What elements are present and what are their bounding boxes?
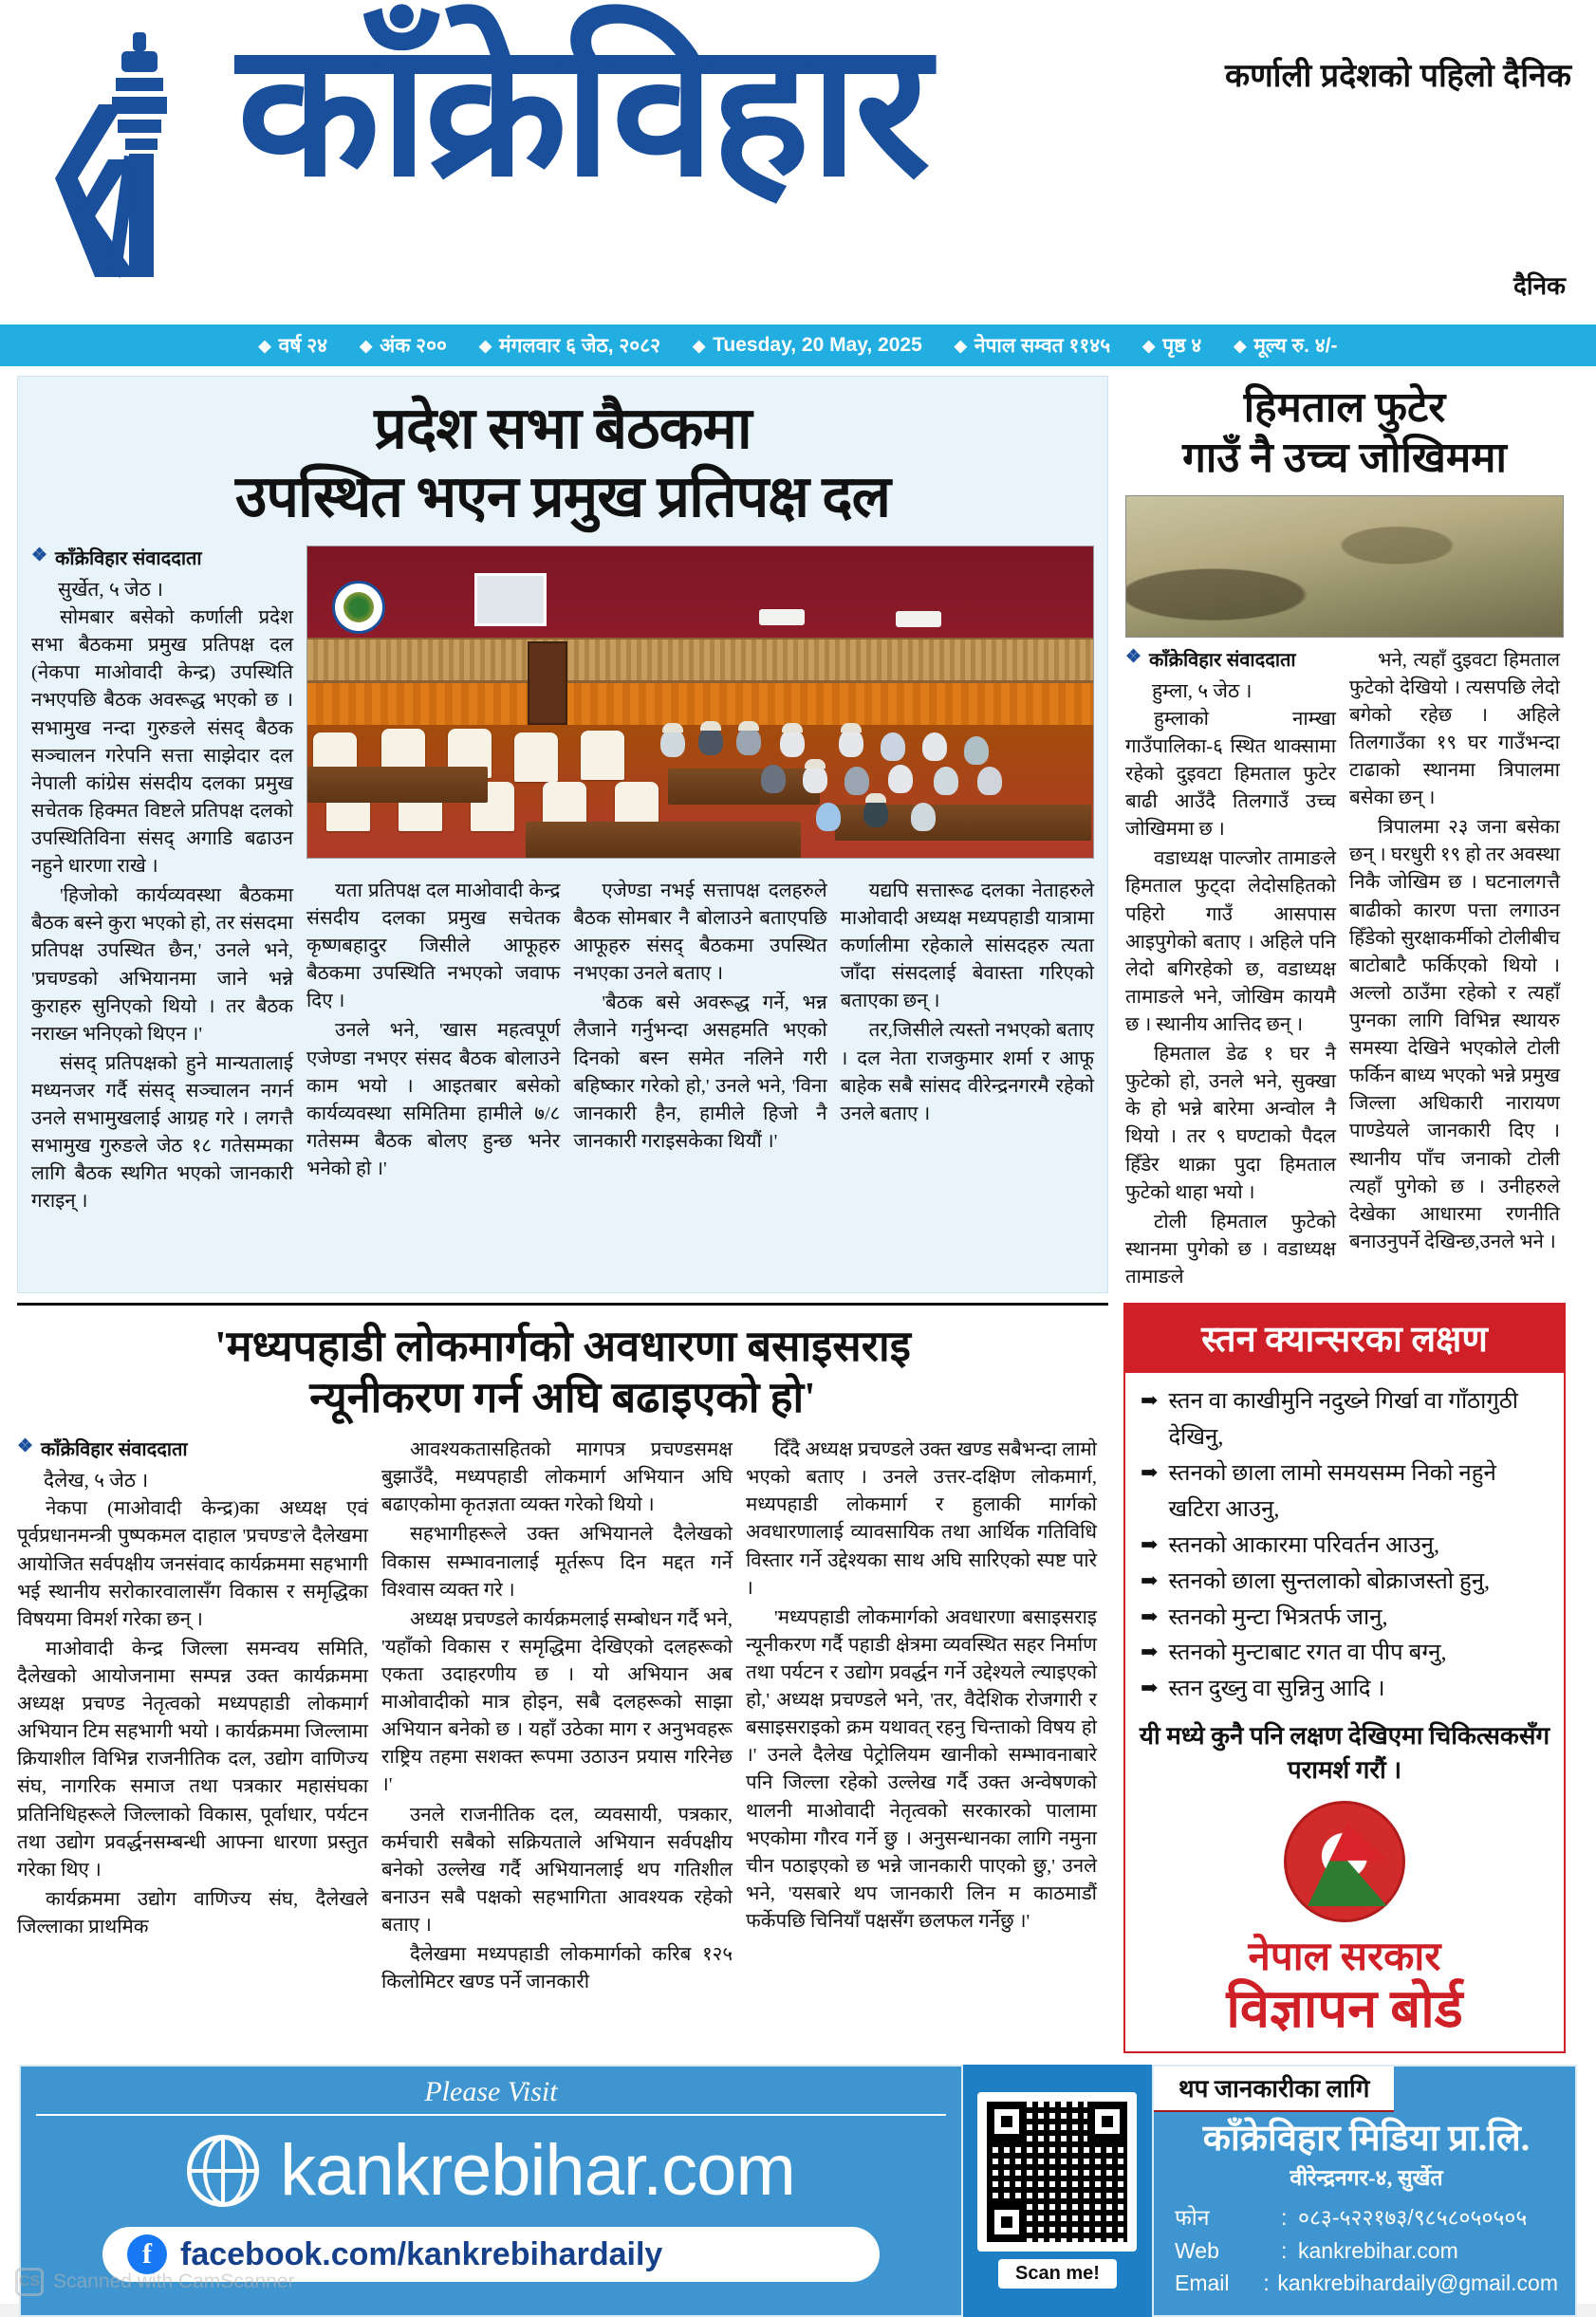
qr-card bbox=[977, 2092, 1137, 2252]
nepal-government-emblem-icon bbox=[1284, 1801, 1405, 1922]
camscanner-text: Scanned with CamScanner bbox=[53, 2271, 295, 2292]
lead-headline: प्रदेश सभा बैठकमा उपस्थित भएन प्रमुख प्रतिपक्ष दल bbox=[234, 398, 891, 529]
government-seal-block bbox=[1125, 1795, 1564, 2051]
assembly-hall-photo bbox=[306, 546, 1094, 859]
side-paragraph: हिमताल डेढ १ घर नै फुटेको हो, उनले भने, सुक्खा के हो भन्ने बारेमा अन्वोल नै थियो । तर ९ घण्टाको पैदल हिँडेर थाक्रा पुदा हिमताल फुटेको थाहा भयो । bbox=[1125, 1044, 1336, 1203]
masthead-subtitle: दैनिक bbox=[1513, 271, 1566, 300]
contact-row-phone: फोन : ०८३-५२२१७३/९८५८०५०५०५ bbox=[1175, 2201, 1558, 2234]
lead-column-3 bbox=[573, 878, 826, 1185]
lead-paragraph: तर,जिसीले त्यस्तो नभएको बताए । दल नेता राजकुमार शर्मा र आफू बाहेक सबै सांसद वीरेन्द्रनगरमै रहेको उनले बताए । bbox=[840, 1020, 1094, 1124]
air-conditioner-unit bbox=[896, 611, 941, 627]
air-conditioner-unit bbox=[759, 609, 805, 625]
scan-me-label: Scan me! bbox=[998, 2259, 1117, 2289]
lead-photo-and-columns bbox=[306, 546, 1094, 1218]
facebook-icon: f bbox=[127, 2234, 167, 2274]
side-column-1 bbox=[1125, 647, 1336, 1294]
assembly-seats bbox=[307, 723, 1093, 859]
breast-cancer-advertisement bbox=[1123, 1303, 1566, 2053]
kankrebihar-logo-icon bbox=[46, 27, 245, 283]
arrow-right-icon: ➡ bbox=[1141, 1459, 1159, 1484]
info-year: ◆ वर्ष २४ bbox=[258, 335, 328, 357]
qr-code-panel[interactable] bbox=[963, 2065, 1152, 2317]
arrow-right-icon: ➡ bbox=[1141, 1567, 1159, 1592]
second-column-2 bbox=[381, 1437, 733, 1998]
qr-code-image[interactable] bbox=[987, 2102, 1127, 2242]
side-paragraph: भने, त्यहाँ दुइवटा हिमताल फुटेको देखियो । त्यसपछि लेदो बगेको रहेछ । अहिले तिलगाउँका १९ घर गाउँभन्दा टाढाको स्थानमा त्रिपालमा बसेका छन् । bbox=[1349, 649, 1560, 809]
lead-column-1 bbox=[31, 546, 293, 1218]
second-headline: 'मध्यपहाडी लोकमार्गको अवधारणा बसाइसराइ न्यूनीकरण गर्न अघि बढाइएको हो' bbox=[17, 1303, 1108, 1437]
please-visit-label: Please Visit bbox=[424, 2076, 558, 2108]
diamond-icon: ◆ bbox=[1234, 336, 1247, 355]
lead-dateline: सुर्खेत, ५ जेठ । bbox=[58, 578, 164, 602]
diamond-icon: ◆ bbox=[258, 336, 271, 355]
list-item: ➡ स्तनको आकारमा परिवर्तन आउनु, bbox=[1141, 1529, 1552, 1565]
second-paragraph: उनले राजनीतिक दल, व्यवसायी, पत्रकार, कर्मचारी सबैको सक्रियताले अभियान सर्वपक्षीय बनेको उल्लेख गर्दै अभियानलाई थप गतिशील बनाउन सबै पक्षको सहभागिता आवश्यक रहेको बताए । bbox=[381, 1804, 733, 1936]
second-paragraph: दैलेखमा मध्यपहाडी लोकमार्गको करिब १२५ किलोमिटर खण्ड पर्ने जानकारी bbox=[381, 1944, 733, 1993]
arrow-right-icon: ➡ bbox=[1141, 1676, 1159, 1700]
info-english-date: ◆ Tuesday, 20 May, 2025 bbox=[693, 334, 922, 356]
side-paragraph: त्रिपालमा २३ जना बसेका छन् । घरधुरी १९ हो तर अवस्था निकै जोखिम छ । घटनालगत्तै बाढीको कारण पत्ता लगाउन हिँडेको सुरक्षाकर्मीको टोलीबीच बाटोबाटै फर्किएको थियो । अल्लो ठाउँमा रहेको र त्यहाँ पुग्नका लागि विभिन्न स्थायरु समस्या देखिने भएकोले टोली फर्किन बाध्य भएको भन्ने प्रमुख जिल्ला अधिकारी नारायण पाण्डेयले जानकारी दिए । स्थानीय पाँच जनाको टोली त्यहाँ पुगेको छ । उनीहरुले देखेका आधारमा रणनीति बनाउनुपर्ने देखिन्छ,उनले भने । bbox=[1349, 817, 1560, 1252]
website-row[interactable] bbox=[36, 2116, 946, 2223]
balcony-railing bbox=[307, 638, 1093, 683]
lead-paragraph: 'बैठक बसे अवरूद्ध गर्ने, भन्न लैजाने गर्नुभन्दा असहमति भएको दिनको बस्न समेत नलिने गरी बहिष्कार गरेको हो,' उनले भने, 'विना जानकारी हैन, हामीले हिजो नै जानकारी गराइसकेका थियौं ।' bbox=[573, 992, 827, 1152]
arrow-right-icon: ➡ bbox=[1141, 1640, 1159, 1664]
side-headline: हिमताल फुटेर गाउँ नै उच्च जोखिममा bbox=[1182, 384, 1507, 481]
second-column-1 bbox=[17, 1437, 368, 1998]
lead-paragraph: सोमबार बसेको कर्णाली प्रदेश सभा बैठकमा प्रमुख प्रतिपक्ष दल (नेकपा माओवादी केन्द्र) उपस्थिति नभएपछि बैठक अवरूद्ध भएको छ । सभामुख नन्दा गुरुङले संसद् बैठक सञ्चालन गरेपनि सत्ता साझेदार दल नेपाली कांग्रेस संसदीय दलका प्रमुख सचेतक हिक्मत विष्टले प्रतिपक्ष दलको उपस्थितिविना संसद् अगाडि बढाउन नहुने धारणा राखे । bbox=[31, 607, 293, 878]
info-price: ◆ मूल्य रु. ४/- bbox=[1234, 335, 1338, 357]
hall-door bbox=[528, 641, 567, 725]
diamond-icon: ◆ bbox=[478, 336, 492, 355]
info-nepal-sambat: ◆ नेपाल सम्वत ११४५ bbox=[954, 335, 1111, 357]
wood-paneling bbox=[307, 683, 1093, 725]
symptom-list bbox=[1125, 1373, 1564, 1714]
camscanner-badge-icon: CS bbox=[15, 2268, 44, 2296]
diamond-icon: ◆ bbox=[360, 336, 373, 355]
masthead bbox=[0, 0, 1596, 323]
website-url[interactable]: kankrebihar.com bbox=[280, 2130, 795, 2212]
lead-paragraph: उनले भने, 'खास महत्वपूर्ण एजेण्डा नभएर संसद बैठक बोलाउने काम भयो । आइतबार बसेको कार्यव्यवस्था समितिमा हामीले ७/८ गतेसम्म बैठक बोलए हुन्छ भनेर भनेको हो ।' bbox=[306, 1020, 561, 1180]
masthead-title: काँक्रेविहार bbox=[237, 6, 927, 213]
second-paragraph: माओवादी केन्द्र जिल्ला समन्वय समिति, दैलेखको आयोजनामा सम्पन्न उक्त कार्यक्रममा अध्यक्ष प्रचण्ड नेतृत्वको मध्यपहाडी लोकमार्ग अभियान टिम सहभागी भयो । कार्यक्रममा जिल्लामा क्रियाशील विभिन्न राजनीतिक दल, उद्योग वाणिज्य संघ, नागरिक समाज तथा पत्रकार महासंघका प्रतिनिधिहरूले जिल्लाको विकास, पूर्वाधार, पर्यटन तथा उद्योग प्रवर्द्धनसम्बन्धी आफ्ना धारणा प्रस्तुत गरेका थिए । bbox=[17, 1638, 368, 1881]
list-item: ➡ स्तनको छाला लामो समयसम्म निको नहुने खटिरा आउनु, bbox=[1141, 1456, 1552, 1529]
masthead-tagline: कर्णाली प्रदेशको पहिलो दैनिक bbox=[1224, 58, 1571, 94]
second-column-3 bbox=[746, 1437, 1097, 1998]
lead-paragraph: यता प्रतिपक्ष दल माओवादी केन्द्र संसदीय दलका प्रमुख सचेतक कृष्णबहादुर जिसीले आफूहरु बैठकमा उपस्थिति नभएको जवाफ दिए । bbox=[306, 880, 561, 1012]
camscanner-watermark bbox=[15, 2268, 294, 2296]
lead-paragraph: संसद् प्रतिपक्षको हुने मान्यतालाई मध्यनजर गर्दै संसद् सञ्चालन नगर्न उनले सभामुखलाई आग्रह गरे । लगत्तै सभामुख गुरुङले जेठ १८ गतेसम्मका लागि बैठक स्थगित भएको जानकारी गराइन् । bbox=[31, 1052, 293, 1213]
second-byline: ❖ काँक्रेविहार संवाददाता bbox=[17, 1437, 188, 1461]
list-item: ➡ स्तन वा काखीमुनि नदुख्ने गिर्खा वा गाँठागुठी देखिनु, bbox=[1141, 1384, 1552, 1456]
info-bar bbox=[0, 323, 1596, 366]
contact-row-email: Email : kankrebihardaily@gmail.com bbox=[1175, 2267, 1558, 2300]
arrow-right-icon: ➡ bbox=[1141, 1388, 1159, 1413]
diamond-icon: ◆ bbox=[693, 336, 706, 355]
diamond-icon: ◆ bbox=[954, 336, 967, 355]
side-byline: ❖ काँक्रेविहार संवाददाता bbox=[1125, 646, 1296, 671]
info-issue: ◆ अंक २०० bbox=[360, 335, 447, 357]
side-paragraph: वडाध्यक्ष पाल्जोर तामाङले हिमताल फुट्दा लेदोसहितको पहिरो गाउँ आसपास आइपुगेको बताए । अहिले पनि लेदो बगिरहेको छ, वडाध्यक्ष तामाङले भने, जोखिम कायमै छ । स्थानीय आत्तिद छन् । bbox=[1125, 848, 1336, 1035]
second-dateline: दैलेख, ५ जेठ । bbox=[44, 1469, 149, 1492]
flower-icon: ❖ bbox=[17, 1437, 34, 1457]
side-dateline: हुम्ला, ५ जेठ । bbox=[1152, 678, 1253, 702]
lead-column-4 bbox=[841, 878, 1094, 1185]
ad-footer-note: यी मध्ये कुनै पनि लक्षण देखिएमा चिकित्सकसँग परामर्श गरौं । bbox=[1139, 1722, 1550, 1785]
list-item: ➡ स्तनको मुन्टा भित्रतर्फ जानु, bbox=[1141, 1601, 1552, 1637]
side-paragraph: टोली हिमताल फुटेको स्थानमा पुगेको छ । वडाध्यक्ष तामाङले bbox=[1125, 1211, 1336, 1288]
lead-paragraph: 'हिजोको कार्यव्यवस्था बैठकमा बैठक बस्ने कुरा भएको हो, तर संसदमा प्रतिपक्ष उपस्थित छैन,' उनले भने, 'प्रचण्डको अभियानमा जाने भन्ने कुराहरु सुनिएको थियो । तर बैठक नराख्न भनिएको थिएन ।' bbox=[31, 885, 293, 1045]
second-paragraph: दिँदै अध्यक्ष प्रचण्डले उक्त खण्ड सबैभन्दा लामो भएको बताए । उनले उत्तर-दक्षिण लोकमार्ग, मध्यपहाडी लोकमार्ग र हुलाकी मार्गको अवधारणालाई व्यावसायिक तथा आर्थिक गतिविधि विस्तार गर्ने उद्देश्यका साथ अघि सारिएको स्पष्ट पारे । bbox=[746, 1439, 1097, 1599]
email-value[interactable]: kankrebihardaily@gmail.com bbox=[1277, 2271, 1558, 2296]
list-item: ➡ स्तनको मुन्टाबाट रगत वा पीप बग्नु, bbox=[1141, 1636, 1552, 1672]
info-pages: ◆ पृष्ठ ४ bbox=[1142, 335, 1202, 357]
facebook-url[interactable]: facebook.com/kankrebihardaily bbox=[180, 2235, 663, 2272]
arrow-right-icon: ➡ bbox=[1141, 1603, 1159, 1628]
second-paragraph: 'मध्यपहाडी लोकमार्गको अवधारणा बसाइसराइ न्यूनीकरण गर्दै पहाडी क्षेत्रमा व्यवस्थित सहर निर्माण तथा पर्यटन र उद्योग प्रवर्द्धन गर्ने उद्देश्यले ल्याइएको हो,' अध्यक्ष प्रचण्डले भने, 'तर, वैदेशिक रोजगारी र बसाइसराइको क्रम यथावत् रहनु चिन्ताको विषय हो ।' उनले दैलेख पेट्रोलियम खानीको सम्भावनाबारे पनि जिल्ला रहेको उल्लेख गर्दै उक्त अन्वेषणको थालनी माओवादी नेतृत्वको सरकारको पालामा भएकोमा गौरव गर्ने छु । अनुसन्धानका लागि नमुना चीन पठाइएको छ भन्ने जानकारी पाएको छु,' उनले भने, 'यसबारे थप जानकारी लिन म काठमाडौं फर्केपछि चिनियाँ पक्षसँग छलफल गर्नेछु ।' bbox=[746, 1606, 1097, 1932]
side-column-2 bbox=[1349, 647, 1560, 1294]
second-paragraph: कार्यक्रममा उद्योग वाणिज्य संघ, दैलेखले जिल्लाका प्राथमिक bbox=[17, 1888, 368, 1937]
diamond-icon: ◆ bbox=[1142, 336, 1156, 355]
control-room-window bbox=[474, 573, 547, 626]
phone-value: ०८३-५२२१७३/९८५८०५०५०५ bbox=[1298, 2205, 1528, 2231]
himtal-landslide-photo bbox=[1125, 495, 1564, 638]
second-story bbox=[17, 1303, 1108, 2053]
lead-paragraph: एजेण्डा नभई सत्तापक्ष दलहरुले बैठक सोमबार नै बोलाउने बताएपछि आफूहरु संसद् बैठकमा उपस्थित नभएका उनले बताए । bbox=[573, 880, 827, 985]
contact-panel bbox=[1152, 2065, 1577, 2317]
lead-column-2 bbox=[306, 878, 560, 1185]
flower-icon: ❖ bbox=[31, 545, 48, 565]
more-info-badge: थप जानकारीका लागि bbox=[1154, 2067, 1394, 2112]
province-emblem-icon bbox=[332, 581, 385, 634]
list-item: ➡ स्तन दुख्नु वा सुन्निनु आदि । bbox=[1141, 1672, 1552, 1708]
side-paragraph: हुम्लाको नाम्खा गाउँपालिका-६ स्थित थाक्सामा रहेको दुइवटा हिमताल फुटेर बाढी आउँदै तिलगाउँ उच्च जोखिममा छ । bbox=[1125, 708, 1336, 841]
gov-line-1: नेपाल सरकार bbox=[1248, 1936, 1441, 1980]
nepal-flag-icon bbox=[1308, 1823, 1387, 1906]
flower-icon: ❖ bbox=[1125, 646, 1142, 667]
second-paragraph: अध्यक्ष प्रचण्डले कार्यक्रमलाई सम्बोधन गर्दै भने, 'यहाँको विकास र समृद्धिमा देखिएको दलहरूको एकता उदाहरणीय छ । यो अभियान अब माओवादीको मात्र होइन, सबै दलहरूको साझा अभियान बनेको छ । यहाँ उठेका माग र अनुभवहरू राष्ट्रिय तहमा सशक्त रूपमा उठाउन प्रयास गरिनेछ ।' bbox=[381, 1608, 733, 1796]
company-address: वीरेन्द्रनगर-४, सुर्खेत bbox=[1290, 2166, 1443, 2191]
contact-row-web: Web : kankrebihar.com bbox=[1175, 2234, 1558, 2268]
second-paragraph: आवश्यकतासहितको मागपत्र प्रचण्डसमक्ष बुझाउँदै, मध्यपहाडी लोकमार्ग अभियान अघि बढाएकोमा कृतज्ञता व्यक्त गरेको थियो । bbox=[381, 1439, 733, 1516]
company-name: काँक्रेविहार मिडिया प्रा.लि. bbox=[1202, 2119, 1531, 2159]
second-paragraph: सहभागीहरूले उक्त अभियानले दैलेखको विकास सम्भावनालाई मूर्तरूप दिन मद्दत गर्ने विश्वास व्यक्त गरे । bbox=[381, 1524, 733, 1601]
arrow-right-icon: ➡ bbox=[1141, 1531, 1159, 1556]
info-nepali-date: ◆ मंगलवार ६ जेठ, २०८२ bbox=[478, 335, 661, 357]
ad-title: स्तन क्यान्सरका लक्षण bbox=[1125, 1305, 1564, 1373]
web-value[interactable]: kankrebihar.com bbox=[1298, 2237, 1458, 2263]
second-paragraph: नेकपा (माओवादी केन्द्र)का अध्यक्ष एवं पूर्वप्रधानमन्त्री पुष्पकमल दाहाल 'प्रचण्ड'ले दैलेखमा आयोजित सर्वपक्षीय जनसंवाद कार्यक्रममा सहभागी भई स्थानीय सरोकारवालासँग विकास र समृद्धिका विषयमा विमर्श गरेका छन् । bbox=[17, 1498, 368, 1630]
globe-icon bbox=[187, 2135, 259, 2207]
gov-line-2: विज्ञापन बोर्ड bbox=[1226, 1980, 1463, 2040]
lead-story bbox=[17, 376, 1108, 1293]
side-story bbox=[1122, 376, 1564, 1293]
lead-byline: ❖ काँक्रेविहार संवाददाता bbox=[31, 545, 202, 569]
list-item: ➡ स्तनको छाला सुन्तलाको बोक्राजस्तो हुनु, bbox=[1141, 1565, 1552, 1601]
lead-paragraph: यद्यपि सत्तारूढ दलका नेताहरुले माओवादी अध्यक्ष मध्यपहाडी यात्रामा कर्णालीमा रहेकाले सांसदहरु त्यता जाँदा संसदलाई बेवास्ता गरिएको बताएका छन् । bbox=[840, 880, 1094, 1012]
